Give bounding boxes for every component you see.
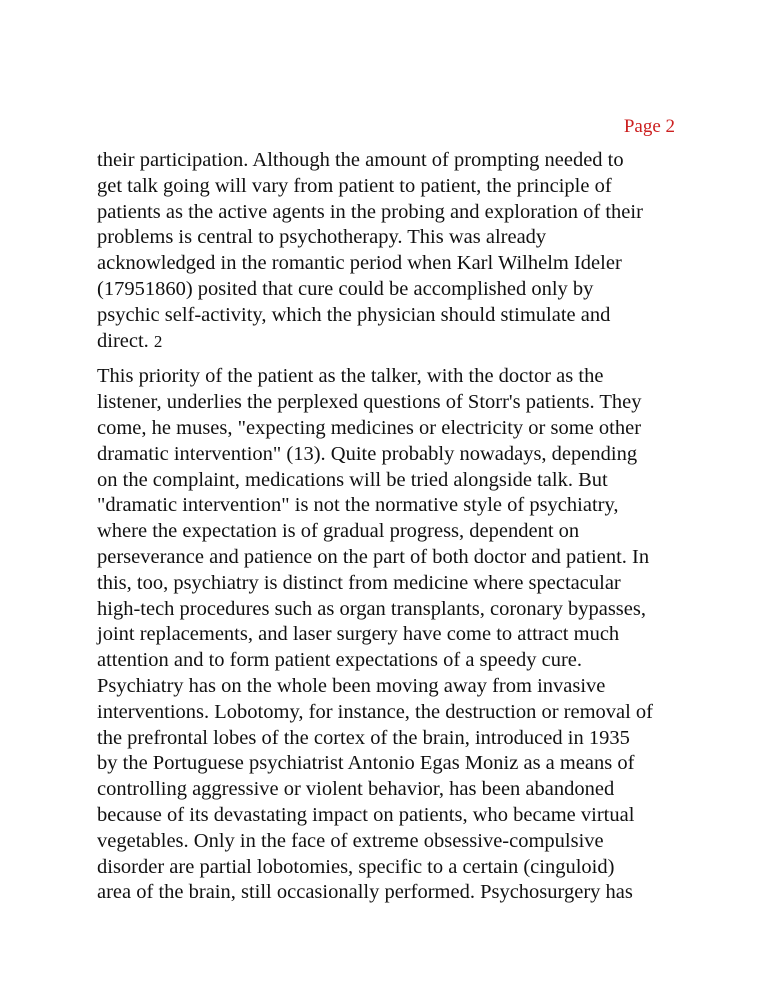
paragraph-1 <box>97 148 682 354</box>
text-line: high-tech procedures such as organ transplants, coronary bypasses, <box>97 597 646 620</box>
text-line: this, too, psychiatry is distinct from medicine where spectacular <box>97 571 621 594</box>
text-line: get talk going will vary from patient to patient, the principle of <box>97 174 612 197</box>
page-number: Page 2 <box>623 116 675 137</box>
text-line: vegetables. Only in the face of extreme obsessive-compulsive <box>97 829 604 852</box>
text-line: perseverance and patience on the part of both doctor and patient. In <box>97 545 650 568</box>
text-line: listener, underlies the perplexed questions of Storr's patients. They <box>97 391 642 414</box>
body-text <box>97 148 682 916</box>
text-line: (17951860) posited that cure could be accomplished only by <box>97 277 594 300</box>
text-line: where the expectation is of gradual progress, dependent on <box>97 520 580 543</box>
text-line: by the Portuguese psychiatrist Antonio Egas Moniz as a means of <box>97 752 635 775</box>
text-line: joint replacements, and laser surgery have come to attract much <box>97 623 620 646</box>
text-line: "dramatic intervention" is not the normative style of psychiatry, <box>97 494 619 517</box>
text-line: interventions. Lobotomy, for instance, the destruction or removal of <box>97 700 654 723</box>
text-line: on the complaint, medications will be tried alongside talk. But <box>97 468 608 491</box>
paragraph-2 <box>97 364 682 906</box>
last-line-text: direct. <box>97 329 149 352</box>
text-line: problems is central to psychotherapy. This was already <box>97 226 547 249</box>
text-line: Psychiatry has on the whole been moving away from invasive <box>97 674 606 697</box>
text-line: attention and to form patient expectations of a speedy cure. <box>97 649 582 672</box>
text-line-last <box>97 329 682 355</box>
text-line: This priority of the patient as the talker, with the doctor as the <box>97 365 604 388</box>
text-line: disorder are partial lobotomies, specific to a certain (cinguloid) <box>97 855 615 878</box>
text-line: dramatic intervention" (13). Quite probably nowadays, depending <box>97 442 638 465</box>
footnote-reference: 2 <box>153 331 163 351</box>
text-line: come, he muses, "expecting medicines or electricity or some other <box>97 416 642 439</box>
text-line: area of the brain, still occasionally performed. Psychosurgery has <box>97 881 633 904</box>
text-line: patients as the active agents in the probing and exploration of their <box>97 200 643 223</box>
text-line: their participation. Although the amount of prompting needed to <box>97 149 624 171</box>
text-line: psychic self-activity, which the physician should stimulate and <box>97 303 611 326</box>
text-line: because of its devastating impact on patients, who became virtual <box>97 803 635 826</box>
text-line: the prefrontal lobes of the cortex of the brain, introduced in 1935 <box>97 726 630 749</box>
text-line: acknowledged in the romantic period when Karl Wilhelm Ideler <box>97 252 622 275</box>
text-line: controlling aggressive or violent behavior, has been abandoned <box>97 778 615 801</box>
